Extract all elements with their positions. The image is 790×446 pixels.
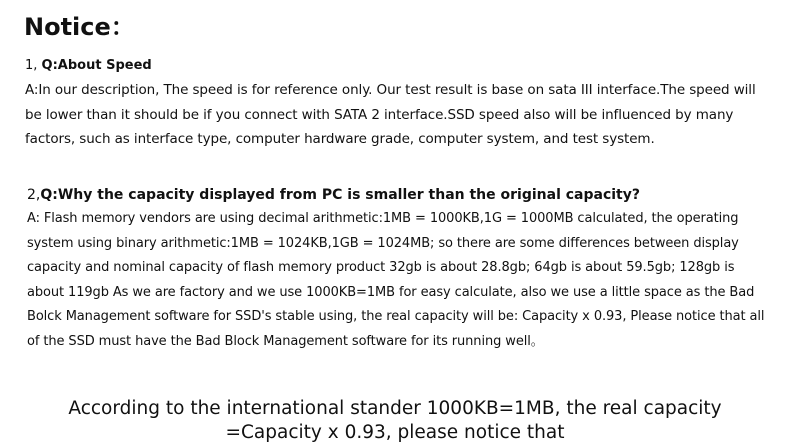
question-text: Q:Why the capacity displayed from PC is smaller than the original capacity? [40, 187, 640, 203]
capacity-footer-note [0, 397, 790, 445]
question-number: 1, [25, 58, 42, 73]
speed-question [25, 54, 773, 78]
capacity-answer: A: Flash memory vendors are using decimal arithmetic:1MB = 1000KB,1G = 1000MB calculated, the operating system using binary arithmetic:1MB = 1024KB,1GB = 1024MB; so there are some differences between display capacity and nominal capacity of flash memory product 32gb is about 28.8gb; 64gb is about 59.5gb; 128gb is about 119gb As we are factory and we use 1000KB=1MB for easy calculate, also we use a little space as the Bad Bolck Management software for SSD's stable using, the real capacity will be: Capacity x 0.93, Please notice that all of the SSD must have the Bad Block Management software for its running well。 [27, 211, 765, 349]
question-number: 2, [27, 187, 41, 203]
footer-line-2: =Capacity x 0.93, please notice that [225, 422, 565, 443]
capacity-question [27, 183, 775, 207]
speed-answer: A:In our description, The speed is for reference only. Our test result is base on sata III interface.The speed will be lower than it should be if you connect with SATA 2 interface.SSD speed also will be influenced by many factors, such as interface type, computer hardware grade, computer system, and test system. [25, 82, 756, 147]
notice-heading: Notice： [24, 13, 135, 41]
capacity-section [27, 183, 775, 354]
speed-section [25, 54, 773, 152]
question-text: Q:About Speed [41, 58, 152, 73]
footer-line-1: According to the international stander 1000KB=1MB, the real capacity [68, 398, 722, 419]
